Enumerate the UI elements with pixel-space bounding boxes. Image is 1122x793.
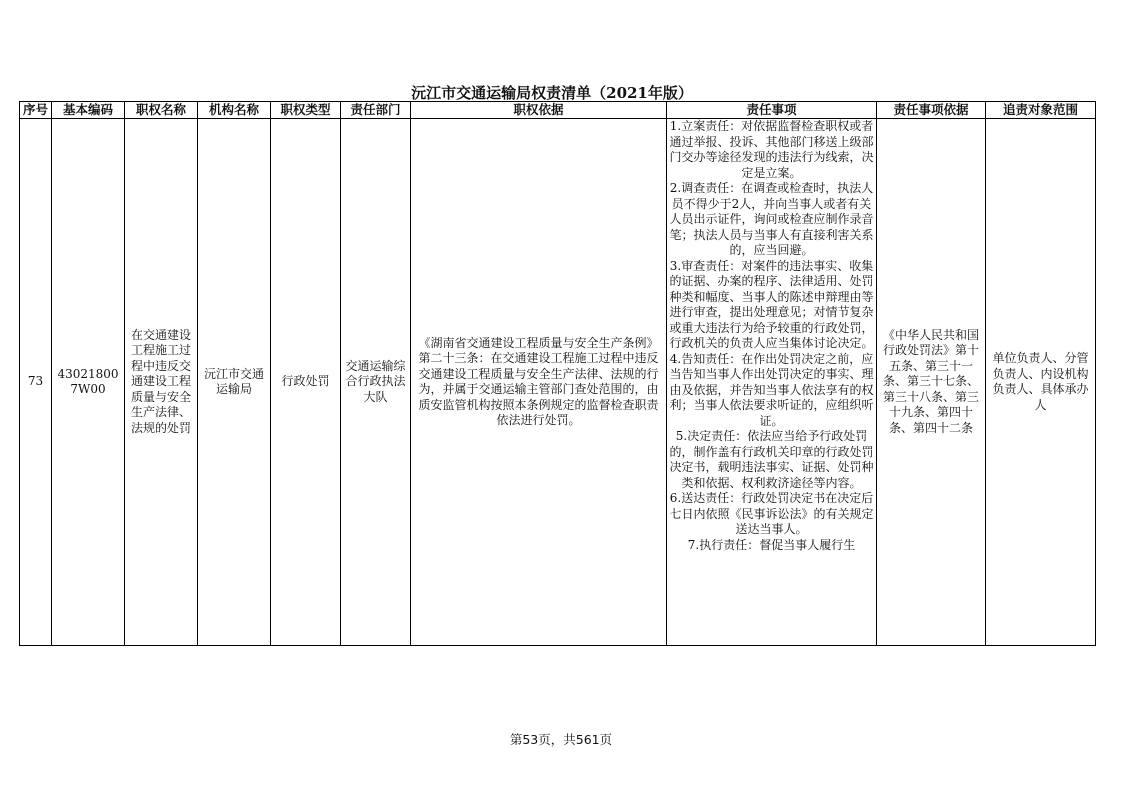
cell-duty-basis: 《中华人民共和国行政处罚法》第十五条、第三十一条、第三十七条、第三十八条、第三十九条、第四十条、第四十二条 [877,119,986,646]
col-header-department: 责任部门 [341,102,411,119]
cell-department: 交通运输综合行政执法大队 [341,119,411,646]
duty-item: 1.立案责任：对依据监督检查职权或者通过举报、投诉、其他部门移送上级部门交办等途径发现的违法行为线索，决定是立案。 [669,119,874,180]
cell-index: 73 [20,119,52,646]
col-header-accountability: 追责对象范围 [986,102,1096,119]
col-header-duties: 责任事项 [667,102,877,119]
duty-item: 5.决定责任：依法应当给予行政处罚的，制作盖有行政机关印章的行政处罚决定书，载明违法事实、证据、处罚种类和依据、权利救济途径等内容。 [669,429,874,490]
table-row [20,119,1096,646]
cell-basis: 《湖南省交通建设工程质量与安全生产条例》第二十三条：在交通建设工程施工过程中违反交通建设工程质量与安全生产法律、法规的行为，并属于交通运输主管部门查处范围的，由质安监管机构按照本条例规定的监督检查职责依法进行处罚。 [411,119,667,646]
col-header-duty-basis: 责任事项依据 [877,102,986,119]
responsibility-table [19,101,1096,646]
cell-accountability: 单位负责人、分管负责人、内设机构负责人、具体承办人 [986,119,1096,646]
duty-item: 4.告知责任：在作出处罚决定之前，应当告知当事人作出处罚决定的事实、理由及依据，并告知当事人依法享有的权利；当事人依法要求听证的，应组织听证。 [669,351,874,428]
cell-power-name: 在交通建设工程施工过程中违反交通建设工程质量与安全生产法律、法规的处罚 [125,119,198,646]
cell-duties [667,119,877,646]
col-header-index: 序号 [20,102,52,119]
col-header-agency: 机构名称 [198,102,271,119]
cell-power-type: 行政处罚 [271,119,341,646]
page-number: 第53页，共561页 [509,732,613,747]
table-header-row [20,102,1096,119]
duty-item: 3.审查责任：对案件的违法事实、收集的证据、办案的程序、法律适用、处罚种类和幅度、当事人的陈述申辩理由等进行审查，提出处理意见；对情节复杂或重大违法行为给予较重的行政处罚，行政机关的负责人应当集体讨论决定。 [669,258,874,350]
duty-item: 2.调查责任：在调查或检查时，执法人员不得少于2人，并向当事人或者有关人员出示证件，询问或检查应制作录音笔；执法人员与当事人有直接利害关系的，应当回避。 [669,181,874,257]
duty-item: 6.送达责任：行政处罚决定书在决定后七日内依照《民事诉讼法》的有关规定送达当事人。 [669,491,874,536]
cell-code: 43021800 7W00 [52,119,125,646]
page-title: 沅江市交通运输局权责清单（2021年版） [411,84,693,102]
col-header-power-type: 职权类型 [271,102,341,119]
col-header-basis: 职权依据 [411,102,667,119]
duty-item: 7.执行责任：督促当事人履行生 [687,537,856,552]
col-header-power-name: 职权名称 [125,102,198,119]
col-header-code: 基本编码 [52,102,125,119]
cell-agency: 沅江市交通运输局 [198,119,271,646]
